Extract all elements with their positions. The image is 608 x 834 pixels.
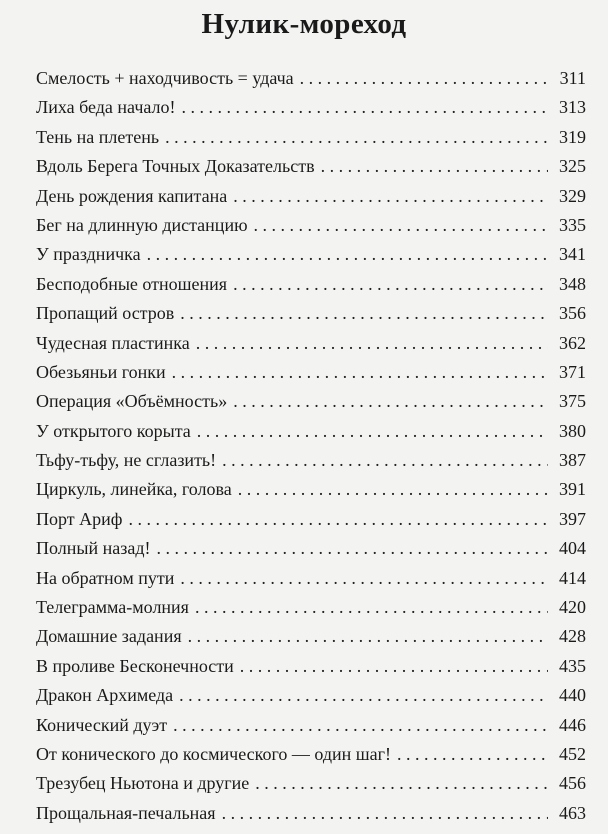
toc-entry-page: 440 [559,685,586,706]
toc-entry-page: 329 [559,185,586,206]
toc-entry [36,505,586,534]
toc-entry-title: У открытого корыта [36,420,191,441]
table-of-contents [36,64,586,828]
toc-entry-page: 311 [559,68,586,88]
toc-entry [36,64,586,93]
toc-entry-page: 362 [559,332,586,353]
dot-leader [238,475,548,504]
dot-leader [300,64,548,93]
toc-entry-title: Тень на плетень [36,126,160,147]
toc-entry-page: 371 [559,361,586,382]
toc-entry-title: Порт Ариф [36,508,123,529]
toc-entry-title: Смелость + находчивость = удача [36,68,294,88]
dot-leader [172,358,548,387]
toc-entry [36,769,586,798]
toc-entry [36,446,586,475]
toc-entry-title: День рождения капитана [36,185,228,206]
toc-entry-title: Обезьяньи гонки [36,361,166,382]
toc-entry-title: В проливе Бесконечности [36,655,234,676]
toc-entry-title: Трезубец Ньютона и другие [36,773,250,794]
toc-entry [36,593,586,622]
dot-leader [128,505,548,534]
dot-leader [173,711,548,740]
toc-entry [36,358,586,387]
toc-entry-page: 375 [559,391,586,412]
toc-entry [36,270,586,299]
toc-entry [36,123,586,152]
dot-leader [156,534,548,563]
toc-entry-title: От конического до космического — один шаг! [36,743,392,764]
toc-entry [36,475,586,504]
toc-entry-title: Домашние задания [36,626,182,647]
dot-leader [222,446,548,475]
toc-entry-title: Прощальная-печальная [36,802,216,823]
toc-entry-title: У праздничка [36,244,141,265]
toc-entry-page: 356 [559,303,586,324]
toc-entry-page: 325 [559,156,586,177]
dot-leader [147,240,548,269]
dot-leader [195,593,548,622]
dot-leader [233,182,548,211]
toc-entry-title: Полный назад! [36,538,151,559]
toc-entry [36,387,586,416]
toc-entry [36,652,586,681]
toc-entry [36,299,586,328]
toc-entry-title: Дракон Архимеда [36,685,174,706]
toc-entry-page: 319 [559,126,586,147]
toc-entry-title: Тьфу-тьфу, не сглазить! [36,450,217,471]
toc-entry-page: 463 [559,802,586,823]
dot-leader [179,681,548,710]
dot-leader [397,740,548,769]
toc-entry-page: 420 [559,597,586,618]
toc-entry-page: 404 [559,538,586,559]
toc-entry-title: Циркуль, линейка, голова [36,479,232,500]
toc-entry-page: 446 [559,714,586,735]
dot-leader [233,270,548,299]
toc-entry [36,740,586,769]
toc-entry [36,417,586,446]
toc-entry [36,152,586,181]
dot-leader [233,387,548,416]
toc-entry [36,182,586,211]
dot-leader [197,417,548,446]
toc-entry-title: Конический дуэт [36,714,168,735]
dot-leader [254,211,548,240]
toc-entry [36,799,586,828]
section-title: Нулик-мореход [201,8,407,40]
toc-entry [36,93,586,122]
dot-leader [182,93,549,122]
dot-leader [196,329,548,358]
dot-leader [255,769,548,798]
toc-entry [36,211,586,240]
toc-entry-page: 387 [559,450,586,471]
toc-entry-title: Бег на длинную дистанцию [36,214,248,235]
toc-entry [36,681,586,710]
toc-entry-page: 335 [559,214,586,235]
toc-entry-page: 435 [559,655,586,676]
toc-entry-title: Бесподобные отношения [36,273,228,294]
toc-entry [36,711,586,740]
dot-leader [222,799,548,828]
toc-entry-title: На обратном пути [36,567,175,588]
toc-entry-title: Операция «Объёмность» [36,391,228,412]
toc-entry [36,534,586,563]
toc-entry-title: Чудесная пластинка [36,332,190,353]
dot-leader [180,564,548,593]
toc-entry-page: 414 [559,567,586,588]
toc-entry-title: Вдоль Берега Точных Доказательств [36,156,315,177]
dot-leader [180,299,548,328]
toc-entry-page: 313 [559,97,586,118]
toc-entry-page: 341 [559,244,586,265]
dot-leader [165,123,548,152]
toc-entry-title: Лиха беда начало! [36,97,176,118]
toc-entry [36,240,586,269]
toc-entry-page: 452 [559,743,586,764]
toc-entry [36,564,586,593]
toc-entry-page: 397 [559,508,586,529]
dot-leader [188,622,548,651]
toc-entry [36,329,586,358]
toc-entry-page: 428 [559,626,586,647]
toc-entry-page: 348 [559,273,586,294]
toc-entry-title: Пропащий остров [36,303,175,324]
toc-entry-title: Телеграмма-молния [36,597,189,618]
toc-entry-page: 391 [559,479,586,500]
toc-entry-page: 380 [559,420,586,441]
dot-leader [240,652,548,681]
dot-leader [321,152,548,181]
toc-entry [36,622,586,651]
toc-entry-page: 456 [559,773,586,794]
